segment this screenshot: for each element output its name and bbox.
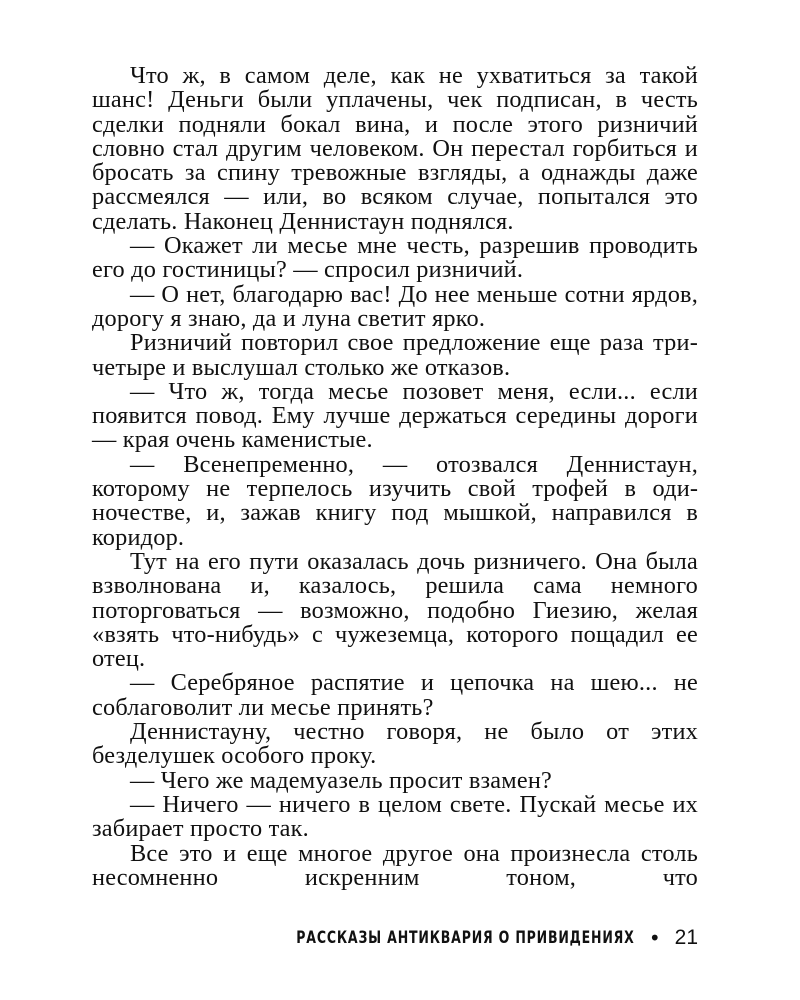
- bullet-separator: •: [648, 926, 661, 950]
- running-footer: [92, 921, 698, 955]
- paragraph-1: Что ж, в самом деле, как не ухватиться за такой шанс! Деньги были уплачены, чек подписан, в честь сделки подняли бокал вина, и после этого ризничий словно стал другим человеком. Он перестал горбиться и бросать за спину тревожные взгляды, а однажды даже рассмеялся — или, во всяком случае, попытался это сделать. Наконец Деннистаун поднялся.: [92, 62, 698, 235]
- paragraph-3: — О нет, благодарю вас! До нее меньше сотни ярдов, дорогу я знаю, да и луна светит ярко.: [92, 280, 698, 332]
- paragraph-10: — Чего же мадемуазель просит взамен?: [130, 766, 553, 794]
- paragraph-2: — Окажет ли месье мне честь, разрешив проводить его до гостиницы? — спросил ризничий.: [92, 232, 698, 284]
- body-text: [92, 64, 698, 890]
- paragraph-4: Ризничий повторил свое предложение еще раза три-четыре и выслушал столько же отказов.: [92, 329, 698, 381]
- paragraph-5: — Что ж, тогда месье позовет меня, если... если появится повод. Ему лучше держаться середины дороги — края очень каменистые.: [92, 377, 698, 454]
- paragraph-6: — Всенепременно, — отозвался Деннистаун, которому не терпелось изучить свой трофей в одиночестве, и, зажав книгу под мышкой, направился в коридор.: [92, 450, 698, 551]
- page-number: 21: [674, 926, 698, 949]
- paragraph-12: Все это и еще многое другое она произнесла столь несомненно искренним тоном, что: [92, 839, 698, 891]
- paragraph-9: Деннистауну, честно говоря, не было от этих безделушек особого проку.: [92, 718, 698, 770]
- paragraph-11: — Ничего — ничего в целом свете. Пускай месье их забирает просто так.: [92, 790, 698, 843]
- running-title: РАССКАЗЫ АНТИКВАРИЯ О ПРИВИДЕНИЯХ: [296, 928, 635, 948]
- book-page: [92, 64, 698, 890]
- paragraph-7: Тут на его пути оказалась дочь ризничего. Она была взволнована и, казалось, решила сама немного поторговаться — возможно, подобно Гиезию, желая «взять что-нибудь» с чужеземца, которого пощадил ее отец.: [92, 547, 698, 673]
- paragraph-8: — Серебряное распятие и цепочка на шею... не соблаговолит ли месье принять?: [92, 669, 698, 721]
